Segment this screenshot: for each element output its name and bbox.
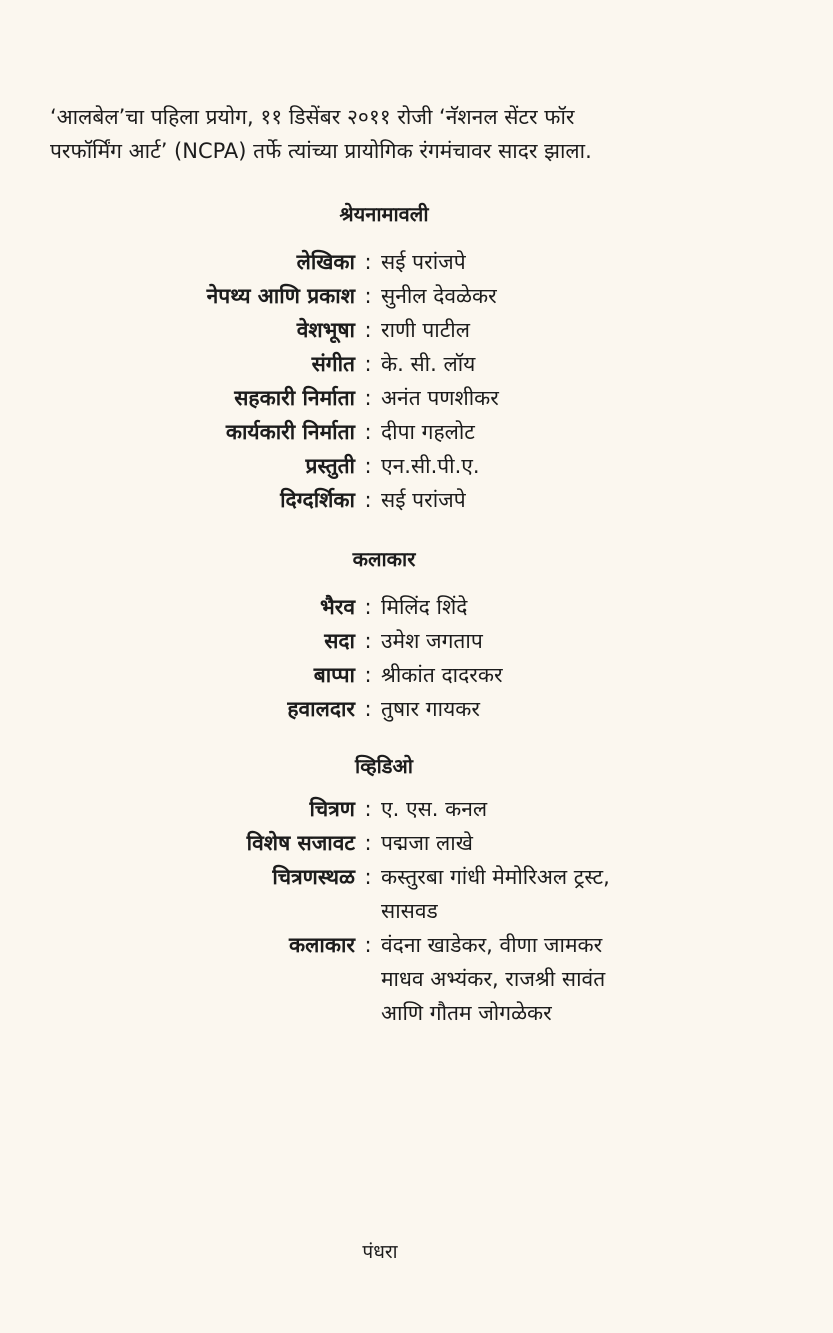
- credit-row: [0, 792, 833, 826]
- credit-row: [0, 590, 833, 624]
- credit-role: नेपथ्य आणि प्रकाश: [206, 284, 355, 308]
- credit-name-line: राणी पाटील: [381, 318, 470, 342]
- credit-separator: :: [364, 831, 372, 855]
- credit-name-line: एन.सी.पी.ए.: [381, 454, 480, 478]
- credit-separator: :: [364, 420, 372, 444]
- credit-name-line: मिलिंद शिंदे: [381, 595, 468, 619]
- intro-line-1: ‘आलबेल’चा पहिला प्रयोग, ११ डिसेंबर २०११ रोजी ‘नॅशनल सेंटर फॉर: [50, 105, 575, 129]
- credit-separator: :: [364, 488, 372, 512]
- credit-role: सहकारी निर्माता: [234, 386, 355, 410]
- credit-separator: :: [364, 386, 372, 410]
- credit-name: [381, 826, 711, 860]
- credit-name: [381, 279, 711, 313]
- credit-role: सदा: [324, 629, 355, 653]
- credit-row: [0, 624, 833, 658]
- credit-role: भैरव: [319, 595, 355, 619]
- credit-name-line: अनंत पणशीकर: [381, 386, 499, 410]
- credits-list: [0, 245, 833, 517]
- credit-name: [381, 692, 711, 726]
- credit-role: चित्रण: [309, 797, 355, 821]
- credit-name-line: आणि गौतम जोगळेकर: [381, 1001, 552, 1025]
- credit-separator: :: [364, 352, 372, 376]
- credit-name: [381, 624, 711, 658]
- credit-row: [0, 245, 833, 279]
- cast-list: [0, 590, 833, 726]
- credit-separator: :: [364, 797, 372, 821]
- credit-name-line: माधव अभ्यंकर, राजश्री सावंत: [381, 967, 606, 991]
- credit-row: [0, 483, 833, 517]
- credit-row: [0, 449, 833, 483]
- credit-role: दिग्दर्शिका: [280, 488, 355, 512]
- credit-row: [0, 658, 833, 692]
- credit-separator: :: [364, 284, 372, 308]
- credit-role: हवालदार: [287, 697, 355, 721]
- intro-paragraph: [50, 100, 740, 168]
- credit-row: [0, 860, 833, 928]
- credit-row: [0, 826, 833, 860]
- credit-row: [0, 347, 833, 381]
- credit-name: [381, 245, 711, 279]
- credit-role: संगीत: [311, 352, 355, 376]
- credit-name-line: दीपा गहलोट: [381, 420, 475, 444]
- credit-row: [0, 313, 833, 347]
- intro-line-2: परफॉर्मिंग आर्ट’ (NCPA) तर्फे त्यांच्या प्रायोगिक रंगमंचावर सादर झाला.: [50, 139, 592, 163]
- credit-name-line: पद्मजा लाखे: [381, 831, 473, 855]
- credit-role: लेखिका: [296, 250, 355, 274]
- credit-name-line: वंदना खाडेकर, वीणा जामकर: [381, 933, 603, 957]
- credit-separator: :: [364, 629, 372, 653]
- page-number: पंधरा: [362, 1241, 398, 1263]
- credit-row: [0, 692, 833, 726]
- credit-role: कार्यकारी निर्माता: [225, 420, 355, 444]
- credit-separator: :: [364, 595, 372, 619]
- credit-name: [381, 658, 711, 692]
- credit-name-line: श्रीकांत दादरकर: [381, 663, 503, 687]
- credit-role: विशेष सजावट: [246, 831, 355, 855]
- credit-name: [381, 449, 711, 483]
- credit-role: चित्रणस्थळ: [272, 865, 355, 889]
- credit-role: वेशभूषा: [296, 318, 355, 342]
- credit-name: [381, 415, 711, 449]
- credit-role: कलाकार: [289, 933, 355, 957]
- credit-name-line: सासवड: [381, 899, 438, 923]
- credit-separator: :: [364, 865, 372, 889]
- credit-name-line: तुषार गायकर: [381, 697, 480, 721]
- credit-name: [381, 347, 711, 381]
- credit-role: बाप्पा: [313, 663, 355, 687]
- credit-name-line: सुनील देवळेकर: [381, 284, 497, 308]
- credit-separator: :: [364, 454, 372, 478]
- credit-name-line: कस्तुरबा गांधी मेमोरिअल ट्रस्ट,: [381, 865, 610, 889]
- credit-separator: :: [364, 318, 372, 342]
- credit-name-line: के. सी. लॉय: [381, 352, 476, 376]
- credit-name-line: उमेश जगताप: [381, 629, 483, 653]
- credit-name: [381, 928, 711, 1030]
- credit-row: [0, 381, 833, 415]
- credit-name: [381, 313, 711, 347]
- section-title-cast: कलाकार: [352, 547, 416, 571]
- credit-name-line: सई परांजपे: [381, 250, 466, 274]
- credit-name: [381, 792, 711, 826]
- section-title-credits: श्रेयनामावली: [339, 202, 429, 226]
- credit-name: [381, 590, 711, 624]
- credit-name-line: ए. एस. कनल: [381, 797, 488, 821]
- credit-role: प्रस्तुती: [305, 454, 355, 478]
- section-title-video: व्हिडिओ: [355, 754, 413, 778]
- video-credits-list: [0, 792, 833, 1030]
- credit-separator: :: [364, 933, 372, 957]
- credit-separator: :: [364, 697, 372, 721]
- credit-row: [0, 928, 833, 1030]
- credit-row: [0, 415, 833, 449]
- credit-separator: :: [364, 663, 372, 687]
- credit-name: [381, 483, 711, 517]
- credit-row: [0, 279, 833, 313]
- credit-separator: :: [364, 250, 372, 274]
- credit-name-line: सई परांजपे: [381, 488, 466, 512]
- credit-name: [381, 860, 711, 928]
- credit-name: [381, 381, 711, 415]
